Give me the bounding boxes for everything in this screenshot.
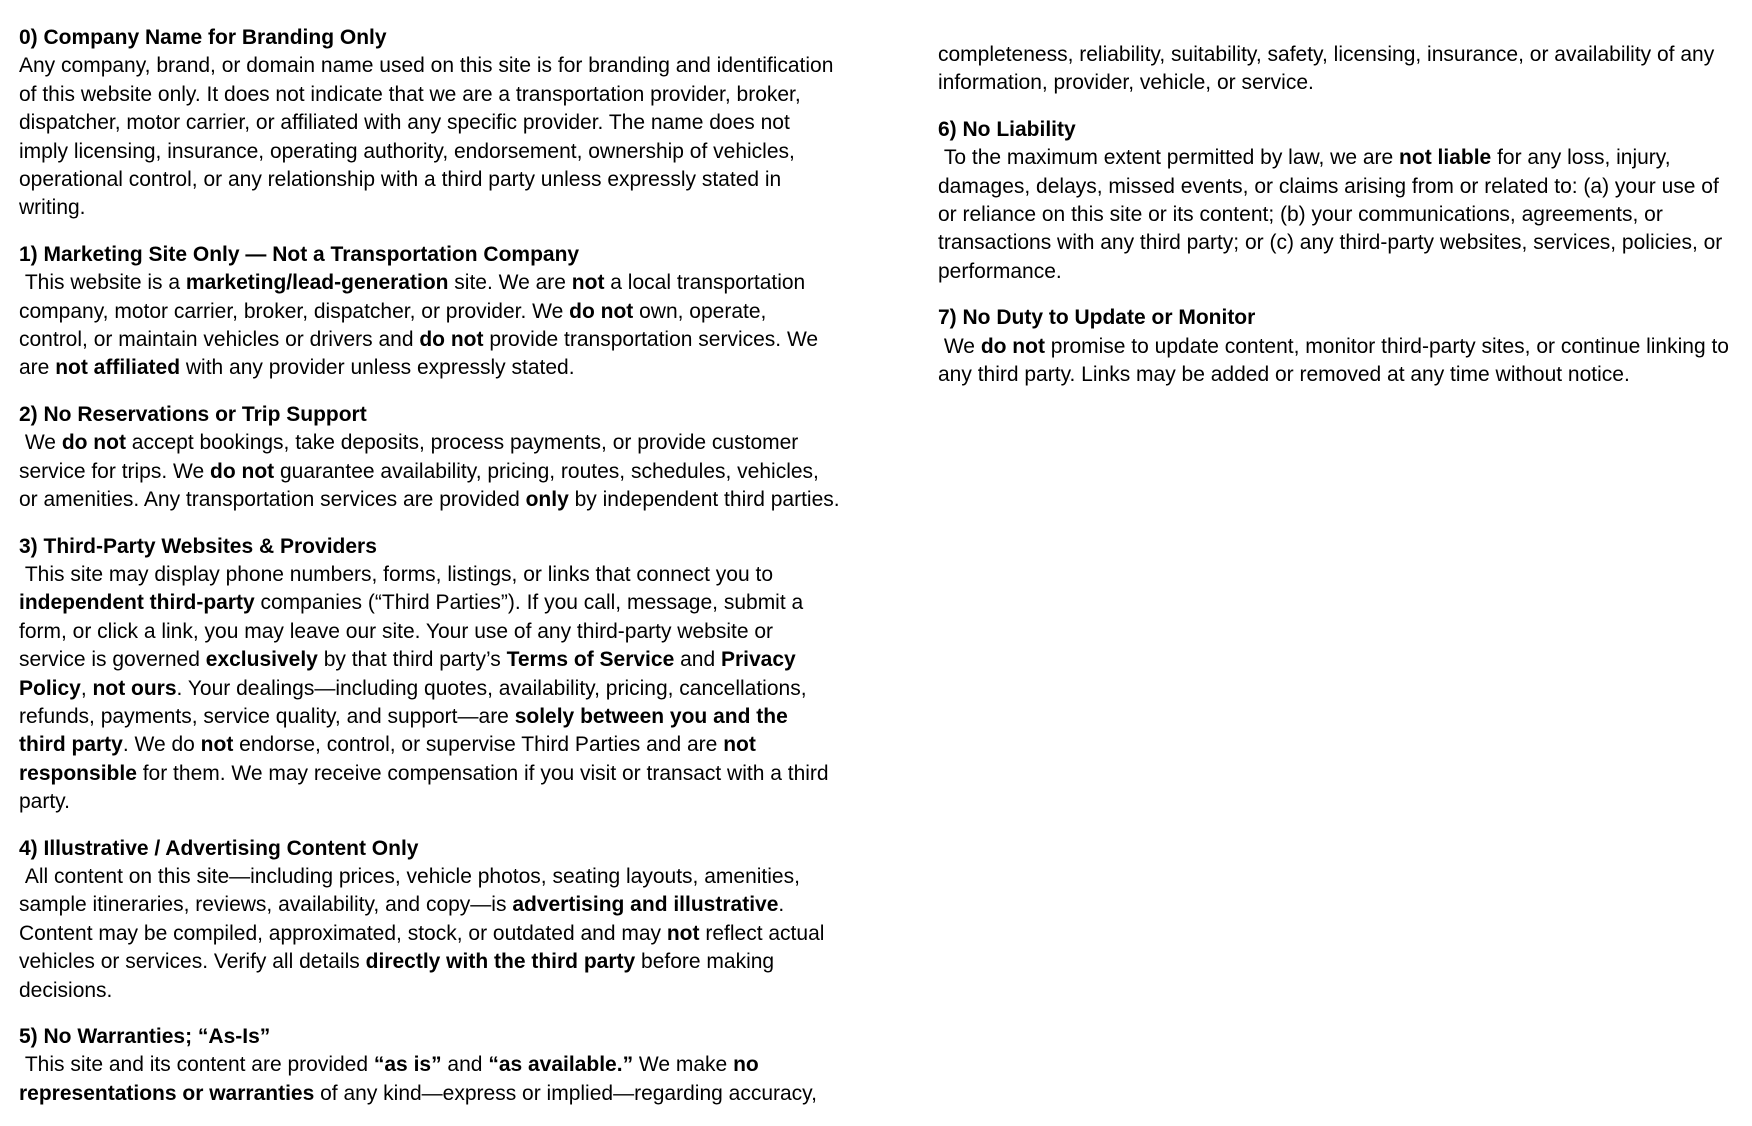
text-segment: , — [80, 676, 93, 700]
bold-text-segment: not — [200, 733, 234, 757]
bold-text-segment: do not — [980, 334, 1045, 358]
disclaimer-section — [938, 41, 1739, 98]
section-heading: 0) Company Name for Branding Only — [19, 26, 387, 49]
bold-text-segment: independent third-party — [19, 591, 255, 615]
bold-text-segment: marketing/lead-generation — [185, 271, 449, 295]
text-segment: completeness, reliability, suitability, safety, licensing, insurance, or availability of any information, provider, vehicle, or service. — [938, 43, 1721, 95]
text-segment: All content on this site—including prices, vehicle photos, seating layouts, amenities, sample itineraries, reviews, availability, and copy—is — [19, 864, 806, 917]
bold-text-segment: advertising and illustrative — [512, 893, 779, 917]
text-segment: . We do — [122, 733, 201, 757]
section-heading: 4) Illustrative / Advertising Content Only — [19, 836, 419, 860]
text-segment: promise to update content, monitor third-party sites, or continue linking to any third party. Links may be added or removed at any time without notice. — [938, 334, 1735, 387]
text-segment: by that third party’s — [317, 648, 507, 672]
text-segment: for any loss, injury, damages, delays, missed events, or claims arising from or related to: (a) your use of or reliance on this site or its content; (b) your communications, agreements, or transactions with any third party; or (c) any third-party websites, services, policies, or performance. — [938, 146, 1729, 283]
section-paragraph — [938, 333, 1739, 390]
bold-text-segment: exclusively — [205, 648, 318, 672]
text-segment: We — [19, 431, 62, 455]
bold-text-segment: not — [571, 271, 605, 295]
bold-text-segment: do not — [569, 299, 634, 323]
section-paragraph — [19, 429, 840, 514]
section-paragraph — [19, 269, 840, 383]
disclaimer-section — [938, 116, 1739, 286]
disclaimer-section — [19, 533, 840, 817]
section-heading: 5) No Warranties; “As-Is” — [19, 1025, 271, 1048]
text-segment: accept bookings, take deposits, process payments, or provide customer service for trips. We — [19, 431, 805, 483]
bold-text-segment: do not — [61, 431, 126, 455]
text-segment: To the maximum extent permitted by law, we are — [938, 146, 1400, 170]
section-paragraph — [19, 863, 840, 1005]
text-segment: own, operate, control, or maintain vehicles or drivers and — [19, 299, 773, 352]
disclaimer-section — [19, 241, 840, 383]
bold-text-segment: “as is” — [373, 1053, 442, 1077]
section-paragraph — [938, 144, 1739, 286]
continued-paragraph — [938, 41, 1739, 98]
text-segment: for them. We may receive compensation if you visit or transact with a third party. — [19, 761, 835, 814]
text-segment: This site and its content are provided — [19, 1053, 374, 1077]
text-segment: reflect actual vehicles or services. Verify all details — [19, 921, 831, 974]
section-heading: 3) Third-Party Websites & Providers — [19, 534, 377, 558]
text-segment: We — [938, 334, 981, 358]
text-segment: Any company, brand, or domain name used on this site is for branding and identification of this website only. It does not indicate that we are a transportation provider, broker, dispatcher, motor carrier, or affiliated with any specific provider. The name does not imply licensing, insurance, operating authority, endorsement, ownership of vehicles, operational control, or any relationship with a third party unless expressly stated in writing. — [19, 54, 840, 220]
bold-text-segment: not — [666, 921, 700, 945]
bold-text-segment: no representations or warranties — [19, 1053, 765, 1105]
bold-text-segment: not ours — [92, 676, 177, 700]
text-segment: We make — [633, 1053, 734, 1077]
bold-text-segment: solely between you and the third party — [19, 704, 794, 757]
column-left — [19, 0, 840, 1126]
text-segment: This site may display phone numbers, forms, listings, or links that connect you to — [19, 562, 779, 586]
bold-text-segment: do not — [210, 459, 275, 483]
bold-text-segment: only — [525, 488, 569, 512]
text-segment: by independent third parties. — [568, 488, 840, 512]
bold-text-segment: “as available.” — [488, 1053, 634, 1077]
section-paragraph — [19, 1051, 840, 1108]
section-heading: 1) Marketing Site Only — Not a Transportation Company — [19, 242, 580, 266]
text-segment: endorse, control, or supervise Third Parties and are — [233, 733, 724, 757]
text-segment: provide transportation services. We are — [19, 328, 824, 380]
section-heading: 2) No Reservations or Trip Support — [19, 402, 367, 426]
section-paragraph — [19, 561, 840, 817]
disclaimer-section — [19, 1023, 840, 1108]
text-segment: before making decisions. — [19, 950, 780, 1002]
section-paragraph — [19, 52, 840, 222]
bold-text-segment: Privacy Policy — [19, 648, 802, 700]
text-segment: with any provider unless expressly stated. — [180, 356, 575, 380]
bold-text-segment: do not — [419, 328, 484, 352]
text-segment: and — [674, 648, 721, 672]
bold-text-segment: not responsible — [19, 733, 762, 785]
text-segment: of any kind—express or implied—regarding accuracy, — [314, 1081, 817, 1105]
text-segment: and — [441, 1053, 489, 1077]
disclaimer-section — [938, 304, 1739, 389]
disclaimer-section — [19, 401, 840, 515]
text-segment: companies (“Third Parties”). If you call, message, submit a form, or click a link, you may leave our site. Your use of any third-party website or service is governed — [19, 591, 810, 672]
disclaimer-section — [19, 835, 840, 1005]
text-segment: a local transportation company, motor carrier, broker, dispatcher, or provider. We — [19, 271, 812, 323]
bold-text-segment: Terms of Service — [506, 648, 675, 672]
text-segment: site. We are — [448, 271, 572, 295]
column-right — [938, 0, 1739, 407]
bold-text-segment: directly with the third party — [365, 950, 636, 974]
bold-text-segment: not affiliated — [55, 356, 181, 380]
disclaimer-section — [19, 24, 840, 223]
bold-text-segment: not liable — [1399, 146, 1492, 170]
section-heading: 7) No Duty to Update or Monitor — [938, 306, 1256, 330]
section-heading: 6) No Liability — [938, 117, 1076, 141]
text-segment: guarantee availability, pricing, routes, schedules, vehicles, or amenities. Any transportation services are provided — [19, 459, 825, 512]
text-segment: . Content may be compiled, approximated, stock, or outdated and may — [19, 893, 791, 945]
text-segment: . Your dealings—including quotes, availability, pricing, cancellations, refunds, payments, service quality, and support—are — [19, 676, 813, 728]
text-segment: This website is a — [19, 271, 186, 295]
